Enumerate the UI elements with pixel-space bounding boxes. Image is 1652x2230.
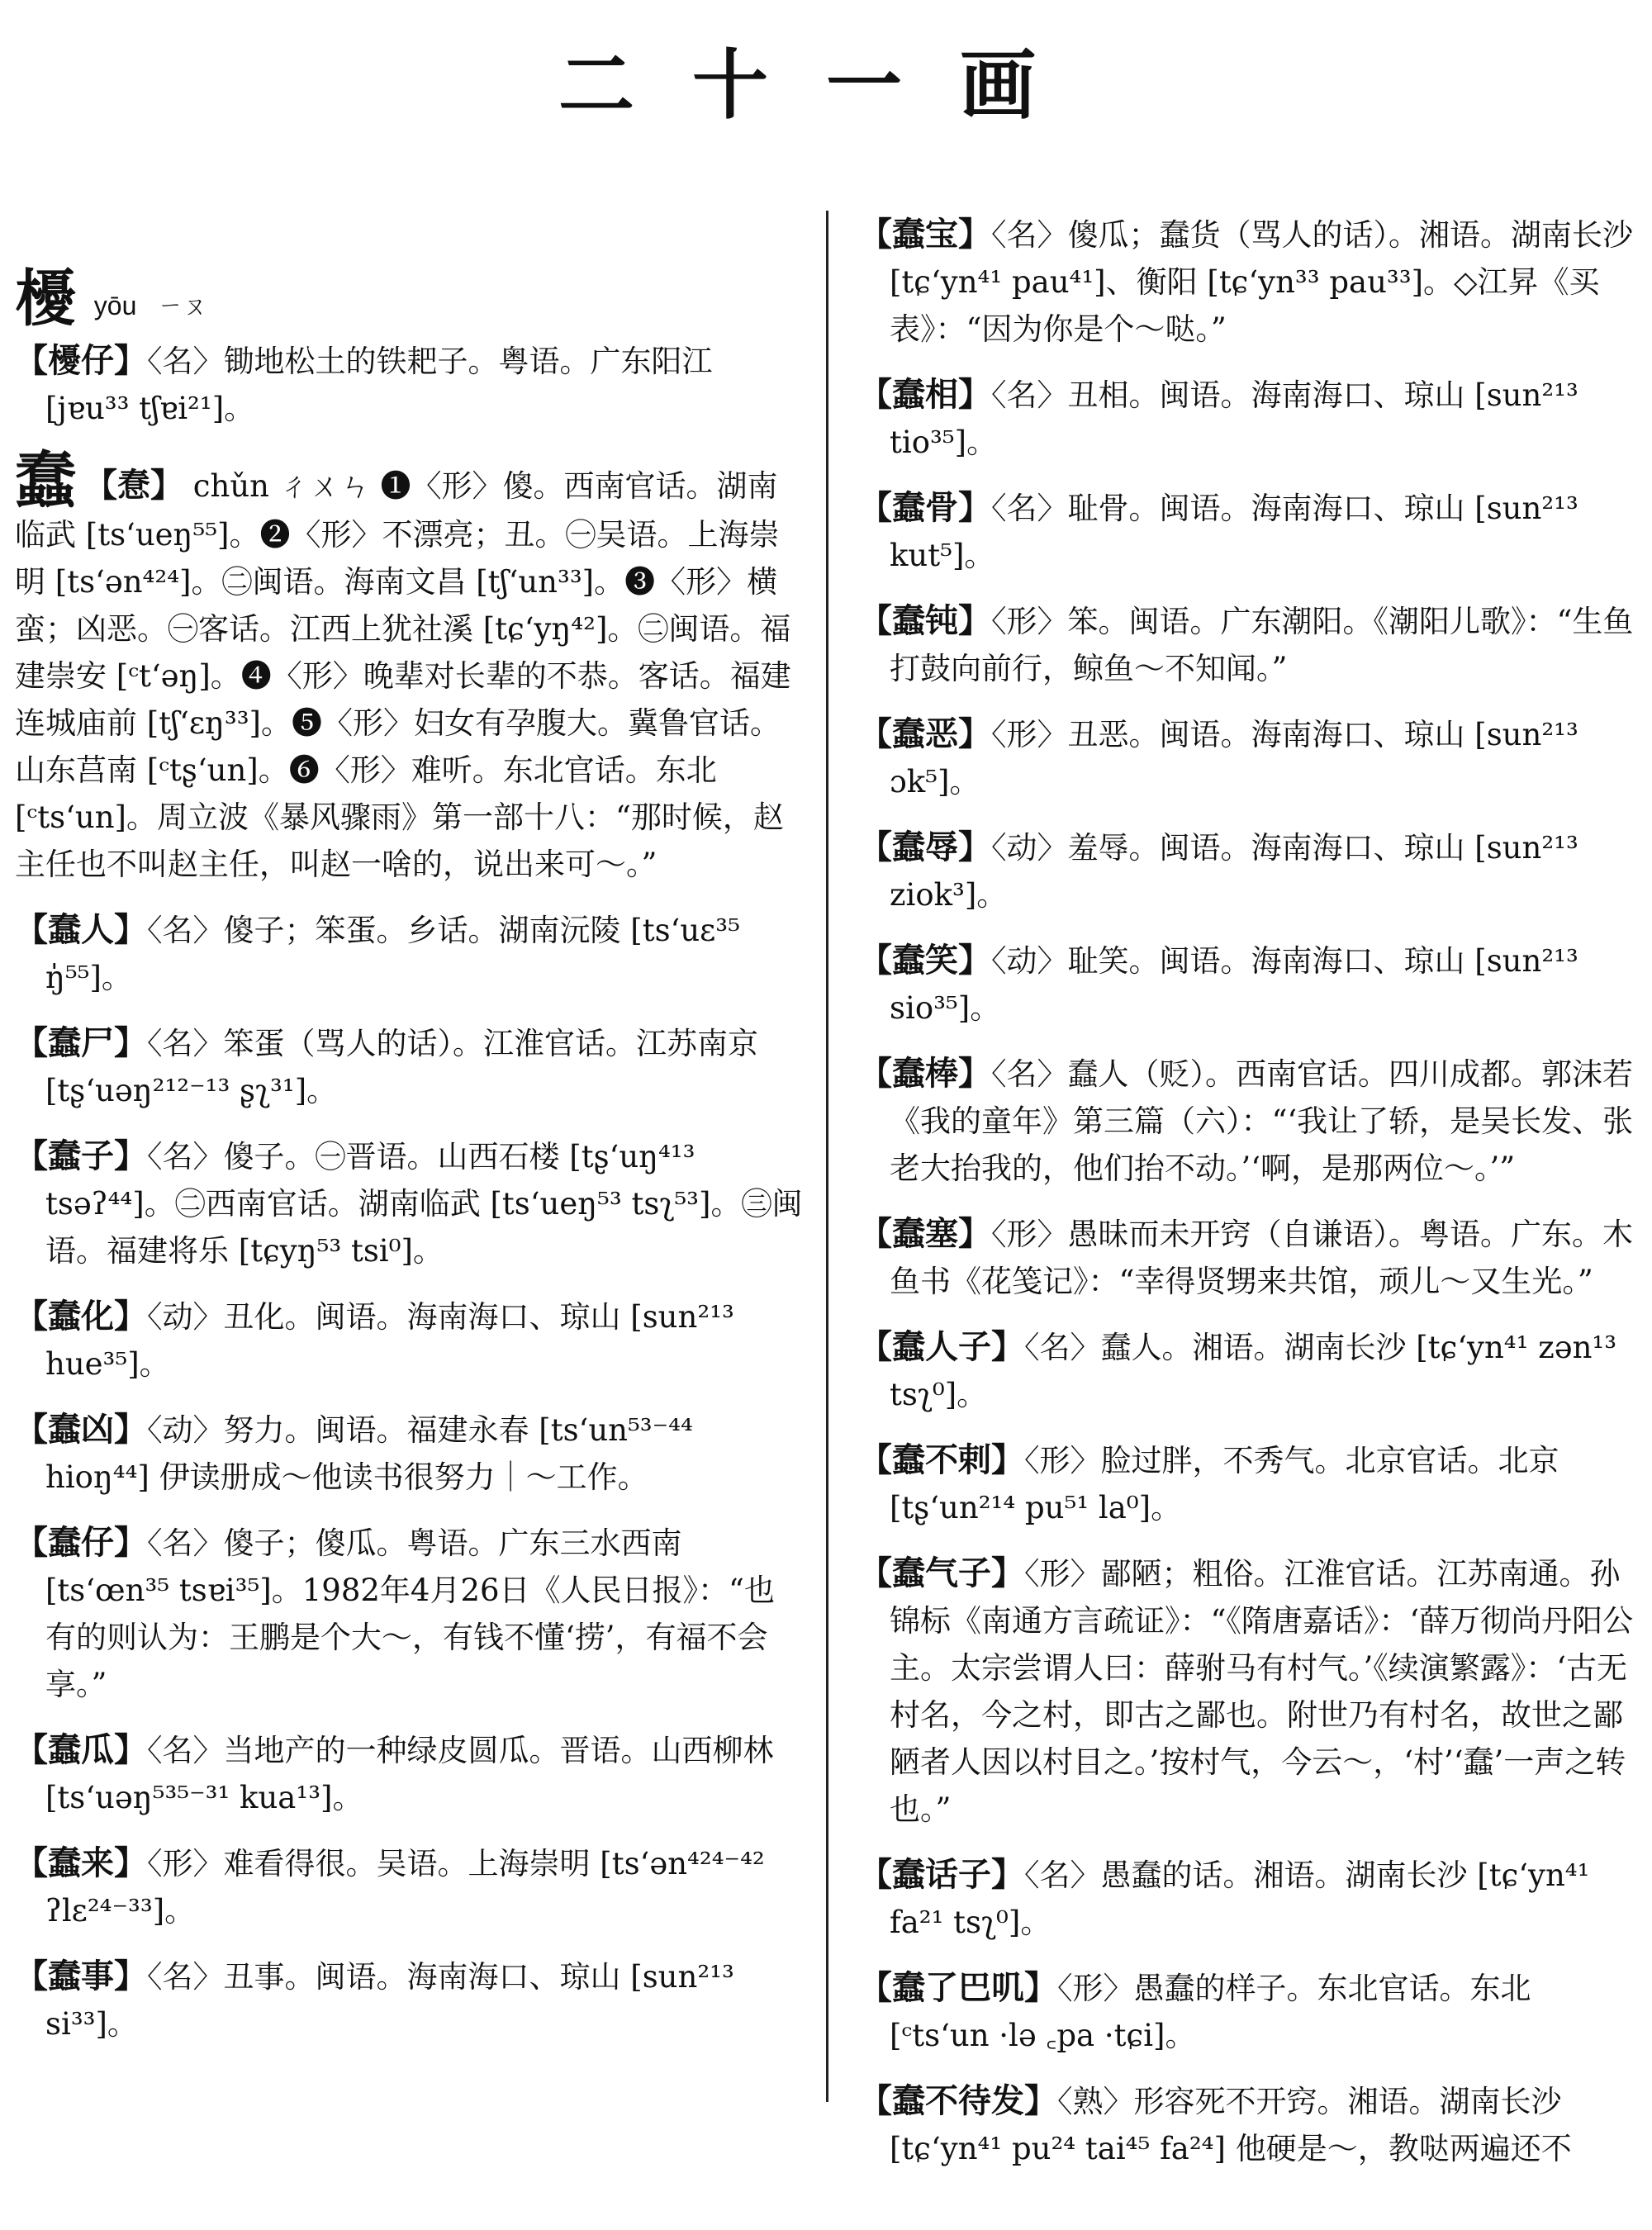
dictionary-entry: 【蠢化】〈动〉丑化。闽语。海南海口、琼山 [sun²¹³ hue³⁵]。 <box>15 1297 734 1382</box>
dictionary-entry: 【蠢来】〈形〉难看得很。吴语。上海崇明 [ts‘ən⁴²⁴⁻⁴² ʔlɛ²⁴⁻³³]。 <box>15 1843 765 1929</box>
entry-word: 蠢尸 <box>48 1024 114 1062</box>
dictionary-entry: 【蠢相】〈名〉丑相。闽语。海南海口、琼山 [sun²¹³ tio³⁵]。 <box>859 375 1578 460</box>
dictionary-entry: 【蠢凶】〈动〉努力。闽语。福建永春 [ts‘un⁵³⁻⁴⁴ hioŋ⁴⁴] 伊读册成～他读书很努力｜～工作。 <box>15 1410 693 1495</box>
entry-definition: 〈名〉笨蛋（骂人的话）。江淮官话。江苏南京 [tʂ‘uəŋ²¹²⁻¹³ ʂʅ³¹]。 <box>45 1026 758 1108</box>
entry-word: 蠢塞 <box>892 1215 958 1253</box>
right-column <box>859 211 1640 2190</box>
entry-word: 蠢恶 <box>892 715 958 753</box>
entry-word: 蠢不剌 <box>892 1441 991 1479</box>
entry-definition: 〈动〉努力。闽语。福建永春 [ts‘un⁵³⁻⁴⁴ hioŋ⁴⁴] 伊读册成～他读书很努力｜～工作。 <box>45 1412 693 1495</box>
headword-zhuyin: ㄧㄡ <box>158 292 208 321</box>
dictionary-entry: 【蠢恶】〈形〉丑恶。闽语。海南海口、琼山 [sun²¹³ ɔk⁵]。 <box>859 714 1578 799</box>
headword-char: 蠢 <box>15 445 76 516</box>
entry-word: 蠢话子 <box>892 1856 991 1894</box>
dictionary-entry: 【蠢不剌】〈形〉脸过胖，不秀气。北京官话。北京 [tʂ‘un²¹⁴ pu⁵¹ la⁰]。 <box>859 1440 1559 1525</box>
entry-definition: 〈形〉难看得很。吴语。上海崇明 [ts‘ən⁴²⁴⁻⁴² ʔlɛ²⁴⁻³³]。 <box>45 1846 765 1929</box>
headword-definition: chǔn ㄔㄨㄣ ❶〈形〉傻。西南官话。湖南临武 [ts‘ueŋ⁵⁵]。❷〈形〉不漂亮；丑。㊀吴语。上海崇明 [ts‘ən⁴²⁴]。㊁闽语。海南文昌 [tʃ‘un³³]。❸〈形〉横蛮；凶恶。㊀客话。江西上犹社溪 [tɕ‘yŋ⁴²]。㊁闽语。福建崇安 [ᶜt‘əŋ]。❹〈形〉晚辈对长辈的不恭。客话。福建连城庙前 [tʃ‘ɛŋ³³]。❺〈形〉妇女有孕腹大。冀鲁官话。山东莒南 [ᶜtʂ‘un]。❻〈形〉难听。东北官话。东北 [ᶜts‘un]。周立波《暴风骤雨》第一部十八：“那时候，赵主任也不叫赵主任，叫赵一啥的，说出来可～。” <box>15 468 791 882</box>
entry-word: 蠢子 <box>48 1137 114 1175</box>
page-title: 二十一画 <box>558 41 1094 130</box>
entry-definition: 〈名〉锄地松土的铁耙子。粤语。广东阳江 [jɐu³³ tʃɐi²¹]。 <box>45 344 713 426</box>
dictionary-entry: 【蠢宝】〈名〉傻瓜；蠢货（骂人的话）。湘语。湖南长沙 [tɕ‘yn⁴¹ pau⁴¹]、衡阳 [tɕ‘yn³³ pau³³]。◇江昇《买表》：“因为你是个～哒。” <box>859 215 1633 347</box>
dictionary-entry: 【蠢塞】〈形〉愚昧而未开窍（自谦语）。粤语。广东。木鱼书《花笺记》：“幸得贤甥来共馆，顽儿～又生光。” <box>859 1214 1633 1299</box>
entry-definition: 〈名〉蠢人（贬）。西南官话。四川成都。郭沫若《我的童年》第三篇（六）：“‘我让了轿，是吴长发、张老大抬我的，他们抬不动。’‘啊，是那两位～。’” <box>890 1056 1634 1186</box>
entry-definition: 〈动〉丑化。闽语。海南海口、琼山 [sun²¹³ hue³⁵]。 <box>45 1299 734 1382</box>
dictionary-entry: 【蠢事】〈名〉丑事。闽语。海南海口、琼山 [sun²¹³ si³³]。 <box>15 1957 734 2042</box>
headword-variant: 【惷】 <box>84 467 183 505</box>
entry-definition: 〈名〉傻子；笨蛋。乡话。湖南沅陵 [ts‘uɛ³⁵ ŋ̍⁵⁵]。 <box>45 913 740 995</box>
dictionary-entry: 【櫌仔】〈名〉锄地松土的铁耙子。粤语。广东阳江 [jɐu³³ tʃɐi²¹]。 <box>15 341 713 426</box>
dictionary-entry: 【蠢瓜】〈名〉当地产的一种绿皮圆瓜。晋语。山西柳林 [ts‘uəŋ⁵³⁵⁻³¹ kua¹³]。 <box>15 1730 774 1815</box>
entry-word: 櫌仔 <box>48 342 114 380</box>
entry-word: 蠢人 <box>48 911 114 949</box>
entry-definition: 〈名〉丑相。闽语。海南海口、琼山 [sun²¹³ tio³⁵]。 <box>890 377 1578 460</box>
entry-definition: 〈名〉傻子。㊀晋语。山西石楼 [tʂ‘uŋ⁴¹³ tsəʔ⁴⁴]。㊁西南官话。湖南临武 [ts‘ueŋ⁵³ tsʅ⁵³]。㊂闽语。福建将乐 [tɕyŋ⁵³ tsi⁰]。 <box>45 1139 803 1269</box>
entry-definition: 〈名〉愚蠢的话。湘语。湖南长沙 [tɕ‘yn⁴¹ fa²¹ tsʅ⁰]。 <box>890 1858 1590 1940</box>
entry-word: 蠢仔 <box>48 1524 114 1562</box>
entry-word: 蠢来 <box>48 1844 114 1882</box>
entry-definition: 〈形〉鄙陋；粗俗。江淮官话。江苏南通。孙锦标《南通方言疏证》：“《隋唐嘉话》：‘薛万彻尚丹阳公主。太宗尝谓人曰：薛驸马有村气。’《续演繁露》：‘古无村名，今之村，即古之鄙也。附世乃有村名，故世之鄙陋者人因以村目之。’按村气，今云～，‘村’‘蠢’一声之转也。” <box>890 1556 1634 1827</box>
headword-block <box>15 445 804 888</box>
dictionary-entry: 【蠢人子】〈名〉蠢人。湘语。湖南长沙 [tɕ‘yn⁴¹ zən¹³ tsʅ⁰]。 <box>859 1327 1617 1412</box>
entry-word: 蠢相 <box>892 376 958 414</box>
entry-definition: 〈名〉当地产的一种绿皮圆瓜。晋语。山西柳林 [ts‘uəŋ⁵³⁵⁻³¹ kua¹³]。 <box>45 1733 774 1815</box>
entry-definition: 〈名〉傻瓜；蠢货（骂人的话）。湘语。湖南长沙 [tɕ‘yn⁴¹ pau⁴¹]、衡阳 [tɕ‘yn³³ pau³³]。◇江昇《买表》：“因为你是个～哒。” <box>890 217 1633 347</box>
dictionary-entry: 【蠢棒】〈名〉蠢人（贬）。西南官话。四川成都。郭沫若《我的童年》第三篇（六）：“‘我让了轿，是吴长发、张老大抬我的，他们抬不动。’‘啊，是那两位～。’” <box>859 1054 1634 1186</box>
dictionary-entry: 【蠢不待发】〈熟〉形容死不开窍。湘语。湖南长沙 [tɕ‘yn⁴¹ pu²⁴ tai⁴⁵ fa²⁴] 他硬是～，教哒两遍还不 <box>859 2081 1572 2166</box>
entry-word: 蠢骨 <box>892 489 958 527</box>
headword-char: 櫌 <box>15 263 76 334</box>
entry-word: 蠢气子 <box>892 1554 991 1592</box>
entry-word: 蠢辱 <box>892 828 958 866</box>
dictionary-entry: 【蠢尸】〈名〉笨蛋（骂人的话）。江淮官话。江苏南京 [tʂ‘uəŋ²¹²⁻¹³ ʂʅ³¹]。 <box>15 1023 758 1108</box>
left-column <box>15 263 804 2066</box>
dictionary-entry: 【蠢骨】〈名〉耻骨。闽语。海南海口、琼山 [sun²¹³ kut⁵]。 <box>859 488 1578 573</box>
dictionary-entry: 【蠢辱】〈动〉羞辱。闽语。海南海口、琼山 [sun²¹³ ziok³]。 <box>859 828 1578 913</box>
entry-word: 蠢化 <box>48 1298 114 1336</box>
dictionary-entry: 【蠢子】〈名〉傻子。㊀晋语。山西石楼 [tʂ‘uŋ⁴¹³ tsəʔ⁴⁴]。㊁西南官话。湖南临武 [ts‘ueŋ⁵³ tsʅ⁵³]。㊂闽语。福建将乐 [tɕyŋ⁵³ tsi⁰]。 <box>15 1136 803 1269</box>
headword-block <box>15 263 804 334</box>
dictionary-entry: 【蠢钝】〈形〉笨。闽语。广东潮阳。《潮阳儿歌》：“生鱼打鼓向前行，鲸鱼～不知闻。” <box>859 601 1634 686</box>
dictionary-entry: 【蠢了巴叽】〈形〉愚蠢的样子。东北官话。东北 [ᶜts‘un ·lə ꜀pa ·tɕi]。 <box>859 1968 1531 2053</box>
dictionary-entry: 【蠢气子】〈形〉鄙陋；粗俗。江淮官话。江苏南通。孙锦标《南通方言疏证》：“《隋唐嘉话》：‘薛万彻尚丹阳公主。太宗尝谓人曰：薛驸马有村气。’《续演繁露》：‘古无村名，今之村，即古之鄙也。附世乃有村名，故世之鄙陋者人因以村目之。’按村气，今云～，‘村’‘蠢’一声之转也。” <box>859 1554 1634 1827</box>
entry-word: 蠢事 <box>48 1957 114 1995</box>
column-divider <box>826 211 828 2102</box>
dictionary-entry: 【蠢仔】〈名〉傻子；傻瓜。粤语。广东三水西南 [ts‘œn³⁵ tsɐi³⁵]。1982年4月26日《人民日报》：“也有的则认为：王鹏是个大～，有钱不懂‘捞’，有福不会享。” <box>15 1523 775 1702</box>
entry-word: 蠢宝 <box>892 216 958 254</box>
entry-definition: 〈名〉蠢人。湘语。湖南长沙 [tɕ‘yn⁴¹ zən¹³ tsʅ⁰]。 <box>890 1330 1617 1412</box>
entry-word: 蠢棒 <box>892 1055 958 1093</box>
dictionary-entry: 【蠢笑】〈动〉耻笑。闽语。海南海口、琼山 [sun²¹³ sio³⁵]。 <box>859 941 1578 1026</box>
entry-definition: 〈动〉羞辱。闽语。海南海口、琼山 [sun²¹³ ziok³]。 <box>890 830 1578 913</box>
entry-definition: 〈形〉笨。闽语。广东潮阳。《潮阳儿歌》：“生鱼打鼓向前行，鲸鱼～不知闻。” <box>890 604 1634 686</box>
entry-definition: 〈名〉耻骨。闽语。海南海口、琼山 [sun²¹³ kut⁵]。 <box>890 491 1578 573</box>
entry-definition: 〈动〉耻笑。闽语。海南海口、琼山 [sun²¹³ sio³⁵]。 <box>890 943 1578 1026</box>
entry-word: 蠢了巴叽 <box>892 1969 1024 2007</box>
entry-definition: 〈形〉丑恶。闽语。海南海口、琼山 [sun²¹³ ɔk⁵]。 <box>890 717 1578 799</box>
dictionary-entry: 【蠢人】〈名〉傻子；笨蛋。乡话。湖南沅陵 [ts‘uɛ³⁵ ŋ̍⁵⁵]。 <box>15 910 740 995</box>
entry-word: 蠢钝 <box>892 602 958 640</box>
entry-definition: 〈形〉脸过胖，不秀气。北京官话。北京 [tʂ‘un²¹⁴ pu⁵¹ la⁰]。 <box>890 1443 1559 1525</box>
entry-definition: 〈形〉愚昧而未开窍（自谦语）。粤语。广东。木鱼书《花笺记》：“幸得贤甥来共馆，顽儿～又生光。” <box>890 1217 1633 1299</box>
entry-word: 蠢凶 <box>48 1411 114 1449</box>
dictionary-entry: 【蠢话子】〈名〉愚蠢的话。湘语。湖南长沙 [tɕ‘yn⁴¹ fa²¹ tsʅ⁰]。 <box>859 1855 1590 1940</box>
entry-definition: 〈形〉愚蠢的样子。东北官话。东北 [ᶜts‘un ·lə ꜀pa ·tɕi]。 <box>890 1971 1531 2053</box>
headword-pinyin: yōu <box>93 291 137 320</box>
entry-word: 蠢瓜 <box>48 1731 114 1769</box>
entry-word: 蠢人子 <box>892 1328 991 1366</box>
entry-word: 蠢不待发 <box>892 2082 1024 2120</box>
entry-word: 蠢笑 <box>892 942 958 980</box>
entry-definition: 〈熟〉形容死不开窍。湘语。湖南长沙 [tɕ‘yn⁴¹ pu²⁴ tai⁴⁵ fa²⁴] 他硬是～，教哒两遍还不 <box>890 2084 1572 2166</box>
entry-definition: 〈名〉傻子；傻瓜。粤语。广东三水西南 [ts‘œn³⁵ tsɐi³⁵]。1982年4月26日《人民日报》：“也有的则认为：王鹏是个大～，有钱不懂‘捞’，有福不会享。” <box>45 1525 775 1702</box>
entry-definition: 〈名〉丑事。闽语。海南海口、琼山 [sun²¹³ si³³]。 <box>45 1959 734 2042</box>
